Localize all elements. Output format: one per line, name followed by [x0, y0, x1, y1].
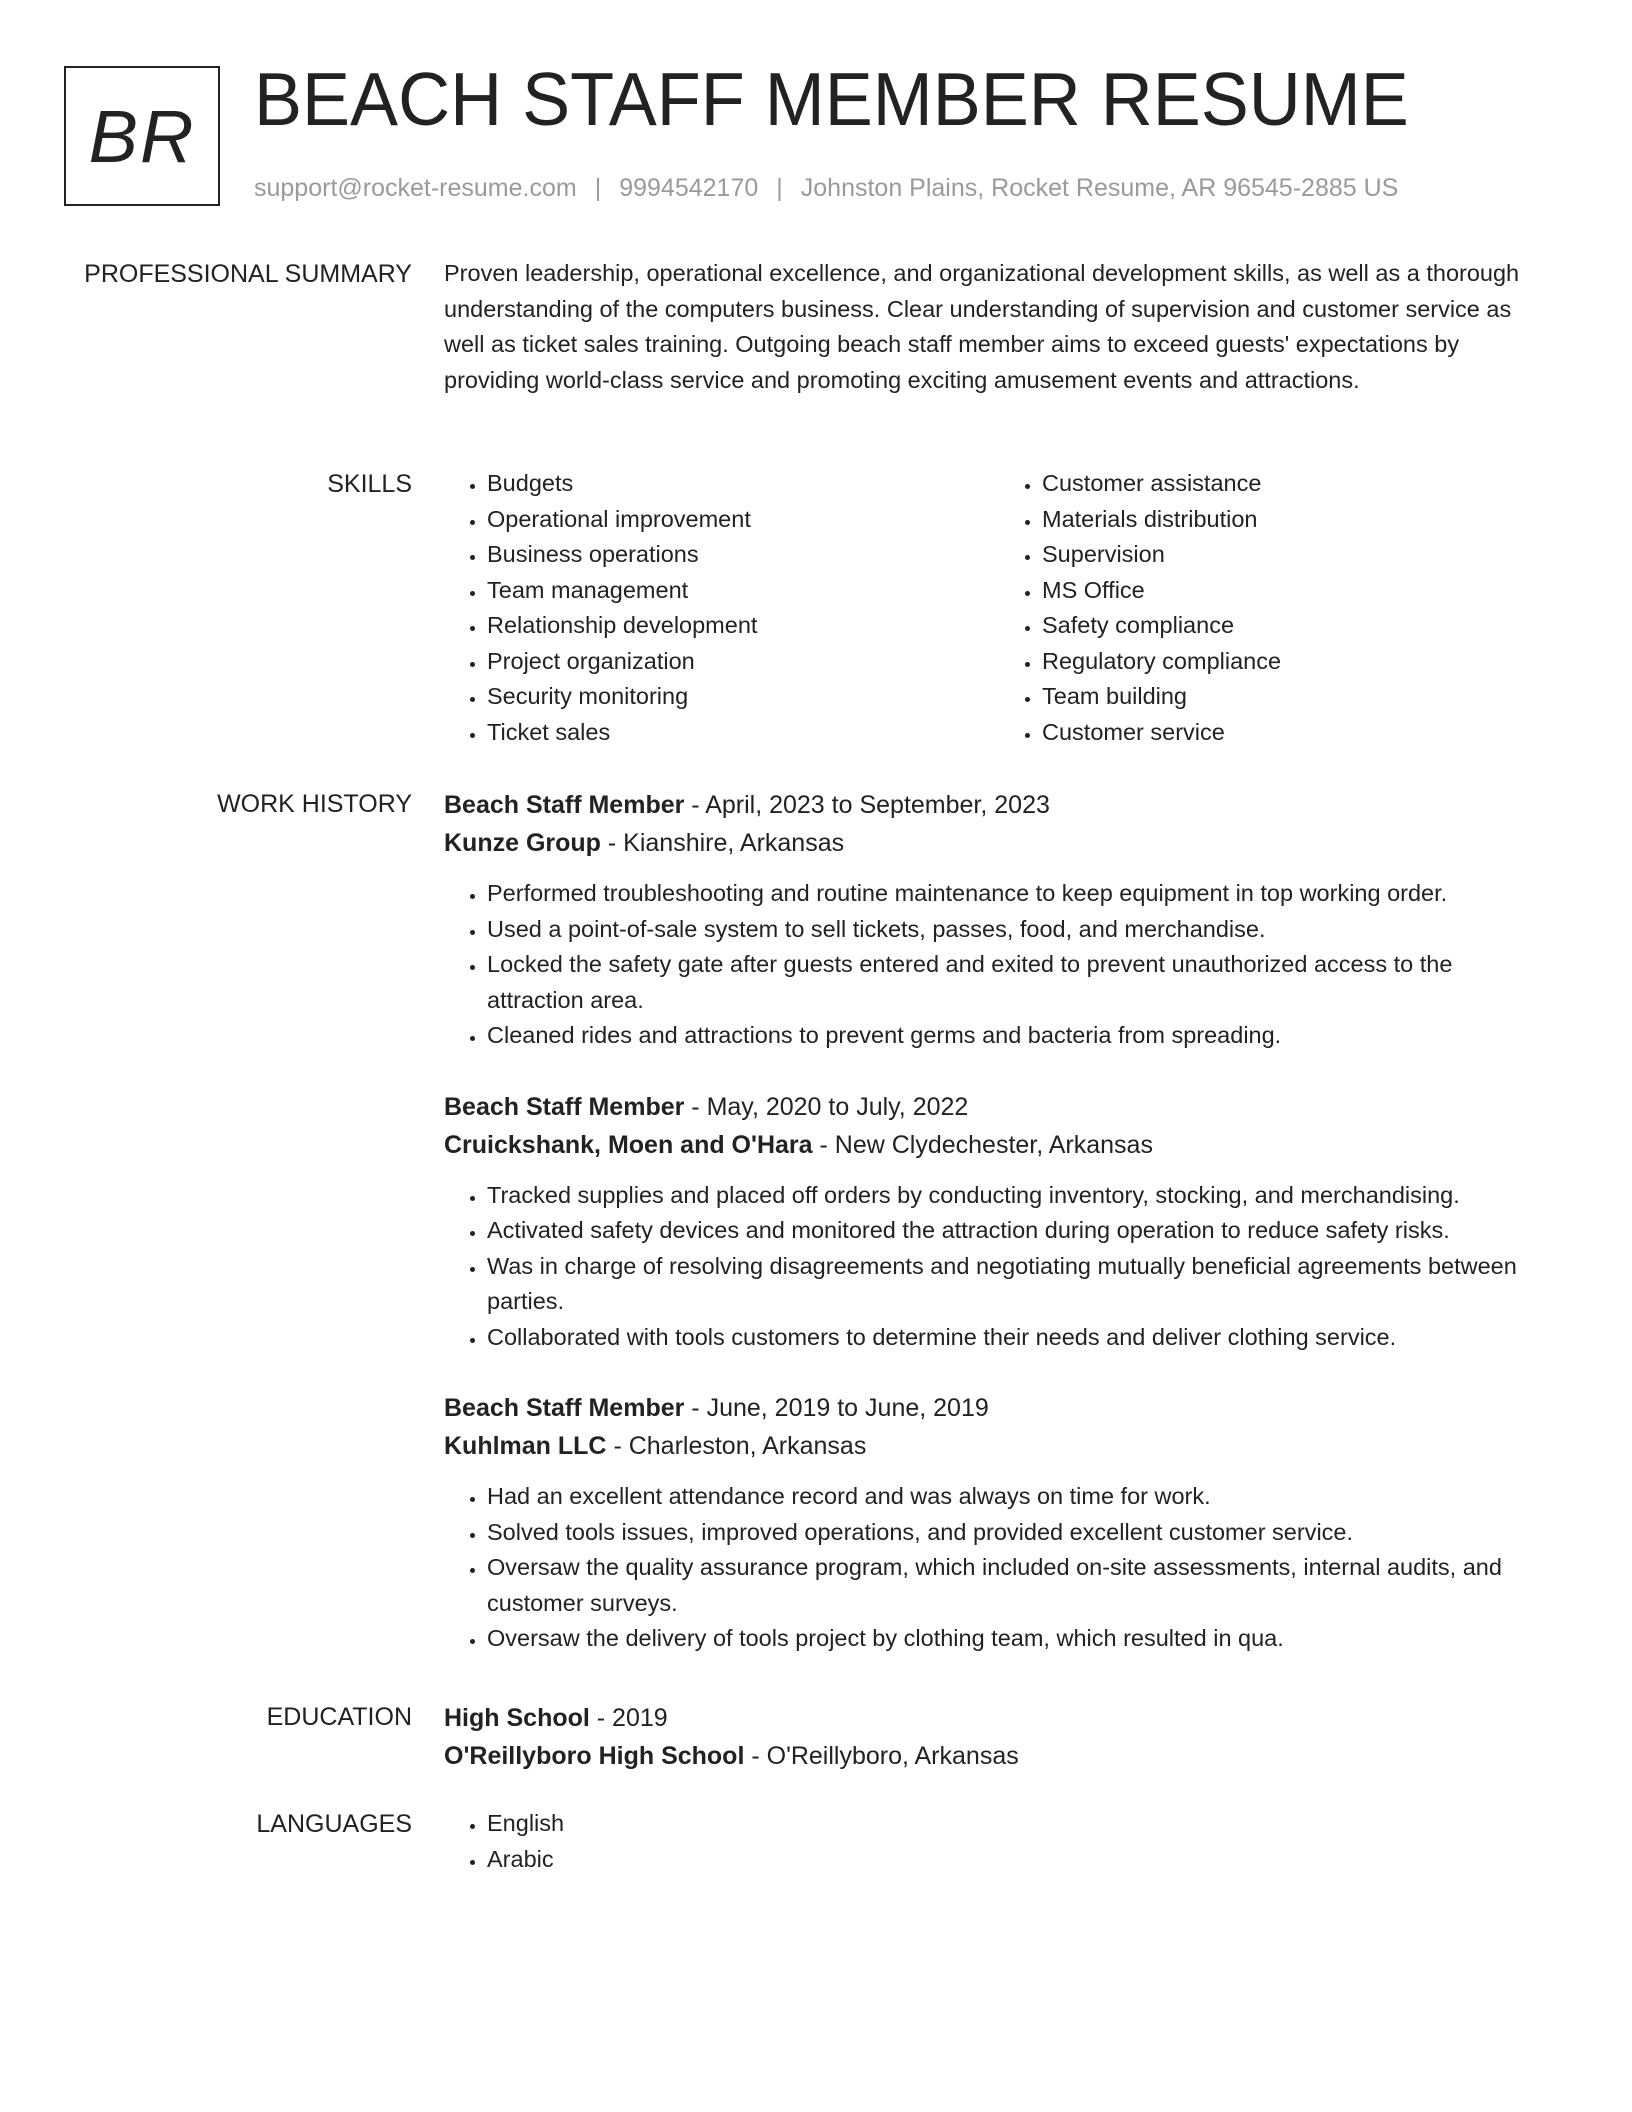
summary-body [444, 256, 1554, 398]
job-title-line [444, 1088, 1554, 1126]
monogram-box [64, 66, 220, 206]
job-bullets [444, 876, 1554, 1054]
job-bullet: • Tracked supplies and placed off orders by conducting inventory, stocking, and merchandising. [487, 1178, 1554, 1214]
job-bullet: • Oversaw the quality assurance program, which included on-site assessments, internal audits, and customer surveys. [487, 1550, 1554, 1621]
skill-item: • Supervision [1042, 537, 1554, 573]
job-title-line [444, 1389, 1554, 1427]
languages-list [444, 1806, 1554, 1877]
work-history-body [444, 786, 1554, 1691]
job-title: Beach Staff Member [444, 791, 685, 819]
job-bullet: • Activated safety devices and monitored the attraction during operation to reduce safety risks. [487, 1213, 1554, 1249]
job-dates: - April, 2023 to September, 2023 [684, 791, 1050, 819]
job-entry [444, 1088, 1554, 1356]
job-bullet: • Locked the safety gate after guests entered and exited to prevent unauthorized access to the attraction area. [487, 947, 1554, 1018]
job-entry [444, 1389, 1554, 1657]
job-title-line [444, 786, 1554, 824]
job-company-line [444, 824, 1554, 862]
job-company-line [444, 1427, 1554, 1465]
skills-label: SKILLS [327, 470, 412, 498]
education-degree: High School [444, 1704, 590, 1732]
skill-item: • Relationship development [487, 608, 999, 644]
job-bullet: • Solved tools issues, improved operations, and provided excellent customer service. [487, 1515, 1554, 1551]
contact-phone: 9994542170 [619, 174, 759, 202]
education-body [444, 1699, 1554, 1775]
summary-text: Proven leadership, operational excellence, and organizational development skills, as well as a thorough understanding of the computers business. Clear understanding of supervision and customer service as well as ticket sales training. Outgoing beach staff member aims to exceed guests' expectations by providing world-class service and promoting exciting amusement events and attractions. [444, 260, 1520, 393]
job-bullet: • Used a point-of-sale system to sell tickets, passes, food, and merchandise. [487, 912, 1554, 948]
skill-item: • Project organization [487, 644, 999, 680]
skill-item: • Safety compliance [1042, 608, 1554, 644]
job-location: - Kianshire, Arkansas [600, 829, 845, 857]
job-entry [444, 786, 1554, 1054]
job-bullet: • Had an excellent attendance record and was always on time for work. [487, 1479, 1554, 1515]
job-bullet: • Oversaw the delivery of tools project by clothing team, which resulted in qua. [487, 1621, 1554, 1657]
job-company: Kuhlman LLC [444, 1432, 607, 1460]
languages-label: LANGUAGES [256, 1810, 412, 1838]
resume-title: BEACH STAFF MEMBER RESUME [254, 57, 1409, 141]
education-school-line [444, 1737, 1554, 1775]
skills-list-left [444, 466, 999, 750]
contact-separator: | [594, 174, 602, 202]
language-item: • English [487, 1806, 1554, 1842]
work-history-label: WORK HISTORY [217, 790, 412, 818]
education-label: EDUCATION [266, 1703, 412, 1731]
job-bullet: • Cleaned rides and attractions to prevent germs and bacteria from spreading. [487, 1018, 1554, 1054]
skill-item: • Regulatory compliance [1042, 644, 1554, 680]
job-dates: - May, 2020 to July, 2022 [684, 1092, 969, 1121]
skills-list-right [999, 466, 1554, 750]
skill-item: • Customer assistance [1042, 466, 1554, 502]
skill-item: • Customer service [1042, 715, 1554, 751]
job-title: Beach Staff Member [444, 1092, 685, 1121]
skill-item: • Security monitoring [487, 679, 999, 715]
job-bullets [444, 1178, 1554, 1356]
contact-email: support@rocket-resume.com [254, 174, 577, 202]
summary-label: PROFESSIONAL SUMMARY [84, 260, 412, 288]
skills-body [444, 466, 1554, 750]
job-location: - Charleston, Arkansas [606, 1432, 867, 1460]
contact-line [254, 174, 1398, 203]
skill-item: • Ticket sales [487, 715, 999, 751]
education-year: - 2019 [589, 1704, 668, 1732]
monogram-initials: BR [88, 94, 196, 178]
job-company: Cruickshank, Moen and O'Hara [444, 1130, 813, 1159]
skill-item: • Operational improvement [487, 502, 999, 538]
job-bullet: • Performed troubleshooting and routine maintenance to keep equipment in top working order. [487, 876, 1554, 912]
education-location: - O'Reillyboro, Arkansas [744, 1742, 1019, 1770]
skill-item: • Business operations [487, 537, 999, 573]
job-dates: - June, 2019 to June, 2019 [684, 1394, 989, 1422]
job-company: Kunze Group [444, 829, 601, 857]
skill-item: • Budgets [487, 466, 999, 502]
job-location: - New Clydechester, Arkansas [812, 1130, 1153, 1159]
job-bullets [444, 1479, 1554, 1657]
job-bullet: • Was in charge of resolving disagreements and negotiating mutually beneficial agreements between parties. [487, 1249, 1554, 1320]
education-school: O'Reillyboro High School [444, 1742, 745, 1770]
contact-separator: | [776, 174, 783, 202]
skill-item: • Team management [487, 573, 999, 609]
skill-item: • MS Office [1042, 573, 1554, 609]
job-title: Beach Staff Member [444, 1394, 685, 1422]
contact-address: Johnston Plains, Rocket Resume, AR 96545-2885 US [800, 174, 1399, 202]
education-degree-line [444, 1699, 1554, 1737]
job-company-line [444, 1126, 1554, 1164]
job-bullet: • Collaborated with tools customers to determine their needs and deliver clothing service. [487, 1320, 1554, 1356]
languages-body [444, 1806, 1554, 1877]
language-item: • Arabic [487, 1842, 1554, 1878]
skill-item: • Materials distribution [1042, 502, 1554, 538]
skill-item: • Team building [1042, 679, 1554, 715]
